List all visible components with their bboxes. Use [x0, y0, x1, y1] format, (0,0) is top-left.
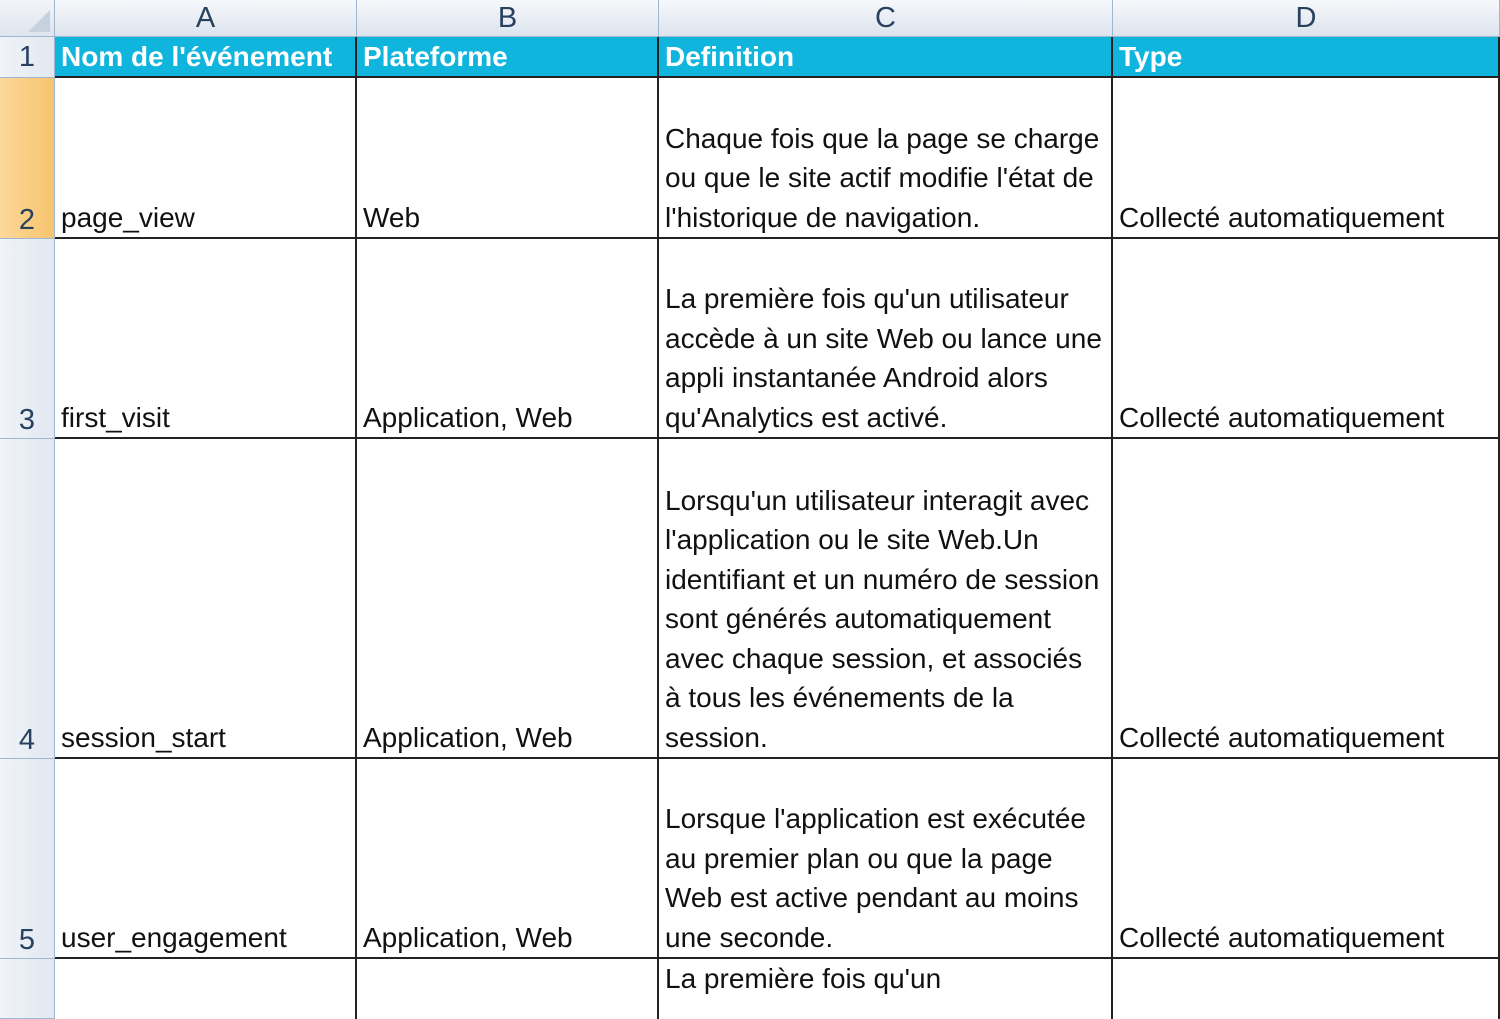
cell-c4[interactable]	[659, 439, 1113, 759]
type-text: Collecté automatiquement	[1119, 201, 1445, 233]
header-cell-event-name[interactable]	[55, 37, 357, 78]
event-name-text: user_engagement	[61, 921, 287, 953]
row-header-1[interactable]: 1	[0, 37, 55, 78]
cell-c3[interactable]	[659, 239, 1113, 439]
cell-b5[interactable]	[357, 759, 659, 959]
cell-d6[interactable]	[1113, 959, 1500, 1019]
header-definition-text: Definition	[665, 40, 795, 72]
cell-c2[interactable]	[659, 78, 1113, 239]
cell-a5[interactable]	[55, 759, 357, 959]
column-header-b[interactable]: B	[357, 0, 659, 37]
row-header-5[interactable]: 5	[0, 759, 55, 959]
cell-a3[interactable]	[55, 239, 357, 439]
header-event-name-text: Nom de l'événement	[61, 40, 333, 72]
cell-d4[interactable]	[1113, 439, 1500, 759]
cell-a2[interactable]	[55, 78, 357, 239]
definition-text: Chaque fois que la page se charge ou que le site actif modifie l'état de l'historique de navigation.	[665, 122, 1100, 233]
event-name-text: page_view	[61, 201, 195, 233]
cell-b4[interactable]	[357, 439, 659, 759]
header-cell-platform[interactable]	[357, 37, 659, 78]
row-header-6[interactable]	[0, 959, 55, 1019]
cell-c6[interactable]	[659, 959, 1113, 1019]
select-all-triangle-icon	[28, 10, 50, 32]
event-name-text: session_start	[61, 721, 226, 753]
platform-text: Application, Web	[363, 721, 573, 753]
definition-text: La première fois qu'un	[665, 963, 942, 994]
header-cell-definition[interactable]	[659, 37, 1113, 78]
cell-d3[interactable]	[1113, 239, 1500, 439]
column-header-a[interactable]: A	[55, 0, 357, 37]
row-header-4[interactable]: 4	[0, 439, 55, 759]
type-text: Collecté automatiquement	[1119, 921, 1445, 953]
row-header-3[interactable]: 3	[0, 239, 55, 439]
cell-c5[interactable]	[659, 759, 1113, 959]
cell-d2[interactable]	[1113, 78, 1500, 239]
definition-text: Lorsqu'un utilisateur interagit avec l'application ou le site Web.Un identifiant et un numéro de session sont générés automatiquement avec chaque session, et associés à tous les événements de la session.	[665, 484, 1100, 753]
cell-a4[interactable]	[55, 439, 357, 759]
cell-b3[interactable]	[357, 239, 659, 439]
definition-text: La première fois qu'un utilisateur accède à un site Web ou lance une appli instantanée Android alors qu'Analytics est activé.	[665, 283, 1102, 433]
column-header-d[interactable]: D	[1113, 0, 1500, 37]
header-cell-type[interactable]	[1113, 37, 1500, 78]
cell-b6[interactable]	[357, 959, 659, 1019]
event-name-text: first_visit	[61, 401, 170, 433]
definition-text: Lorsque l'application est exécutée au premier plan ou que la page Web est active pendant au moins une seconde.	[665, 803, 1086, 953]
row-header-2[interactable]: 2	[0, 78, 55, 239]
column-header-c[interactable]: C	[659, 0, 1113, 37]
platform-text: Application, Web	[363, 401, 573, 433]
cell-b2[interactable]	[357, 78, 659, 239]
select-all-corner[interactable]	[0, 0, 55, 37]
header-type-text: Type	[1119, 40, 1183, 72]
type-text: Collecté automatiquement	[1119, 401, 1445, 433]
cell-a6[interactable]	[55, 959, 357, 1019]
cell-d5[interactable]	[1113, 759, 1500, 959]
platform-text: Web	[363, 201, 421, 233]
type-text: Collecté automatiquement	[1119, 721, 1445, 753]
platform-text: Application, Web	[363, 921, 573, 953]
header-platform-text: Plateforme	[363, 40, 508, 72]
